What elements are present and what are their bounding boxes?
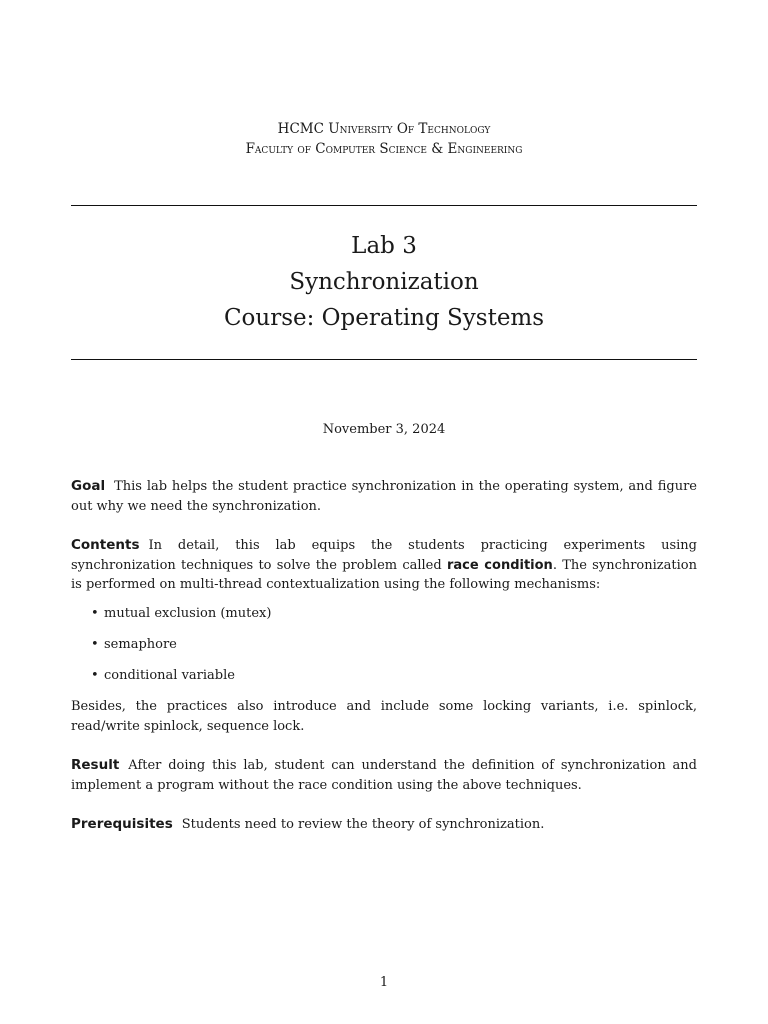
prerequisites-paragraph [71, 815, 697, 835]
contents-text-after: . The synchronization is performed on multi-thread contextualization using the following mechanisms: [71, 557, 697, 592]
university-name: HCMC University Of Technology [277, 121, 491, 137]
result-text: After doing this lab, student can understand the definition of synchronization and implement a program without the race condition using the above techniques. [71, 758, 697, 793]
lab-topic: Synchronization [289, 269, 479, 295]
goal-paragraph [71, 477, 697, 516]
goal-text: This lab helps the student practice synchronization in the operating system, and figure out why we need the synchronization. [71, 479, 697, 514]
title-top-rule [71, 205, 697, 206]
title-bottom-rule [71, 359, 697, 360]
list-item [71, 635, 697, 666]
race-condition-term: race condition [446, 557, 553, 573]
list-item [71, 604, 697, 635]
lab-title: Lab 3 [351, 233, 417, 259]
besides-paragraph: Besides, the practices also introduce and include some locking variants, i.e. spinlock, read/write spinlock, sequence lock. [71, 699, 697, 734]
contents-paragraph [71, 536, 697, 595]
document-date: November 3, 2024 [322, 422, 446, 437]
contents-text-before: In detail, this lab equips the students practicing experiments using synchronization techniques to solve the problem called [71, 538, 697, 573]
result-heading: Result [71, 757, 120, 773]
result-paragraph [71, 756, 697, 795]
mechanisms-list [71, 604, 697, 697]
contents-heading: Contents [71, 537, 140, 553]
bullet-icon: • [91, 668, 99, 683]
page-number: 1 [379, 975, 389, 990]
course-title: Course: Operating Systems [223, 305, 545, 331]
bullet-icon: • [91, 637, 99, 652]
bullet-icon: • [91, 606, 99, 621]
goal-heading: Goal [71, 478, 106, 494]
prerequisites-heading: Prerequisites [71, 816, 173, 832]
list-item-text: conditional variable [104, 668, 235, 683]
prerequisites-text: Students need to review the theory of synchronization. [181, 817, 545, 832]
list-item-text: mutual exclusion (mutex) [104, 606, 272, 621]
list-item-text: semaphore [104, 637, 177, 652]
faculty-name: Faculty of Computer Science & Engineering [245, 141, 523, 157]
list-item [71, 666, 697, 697]
